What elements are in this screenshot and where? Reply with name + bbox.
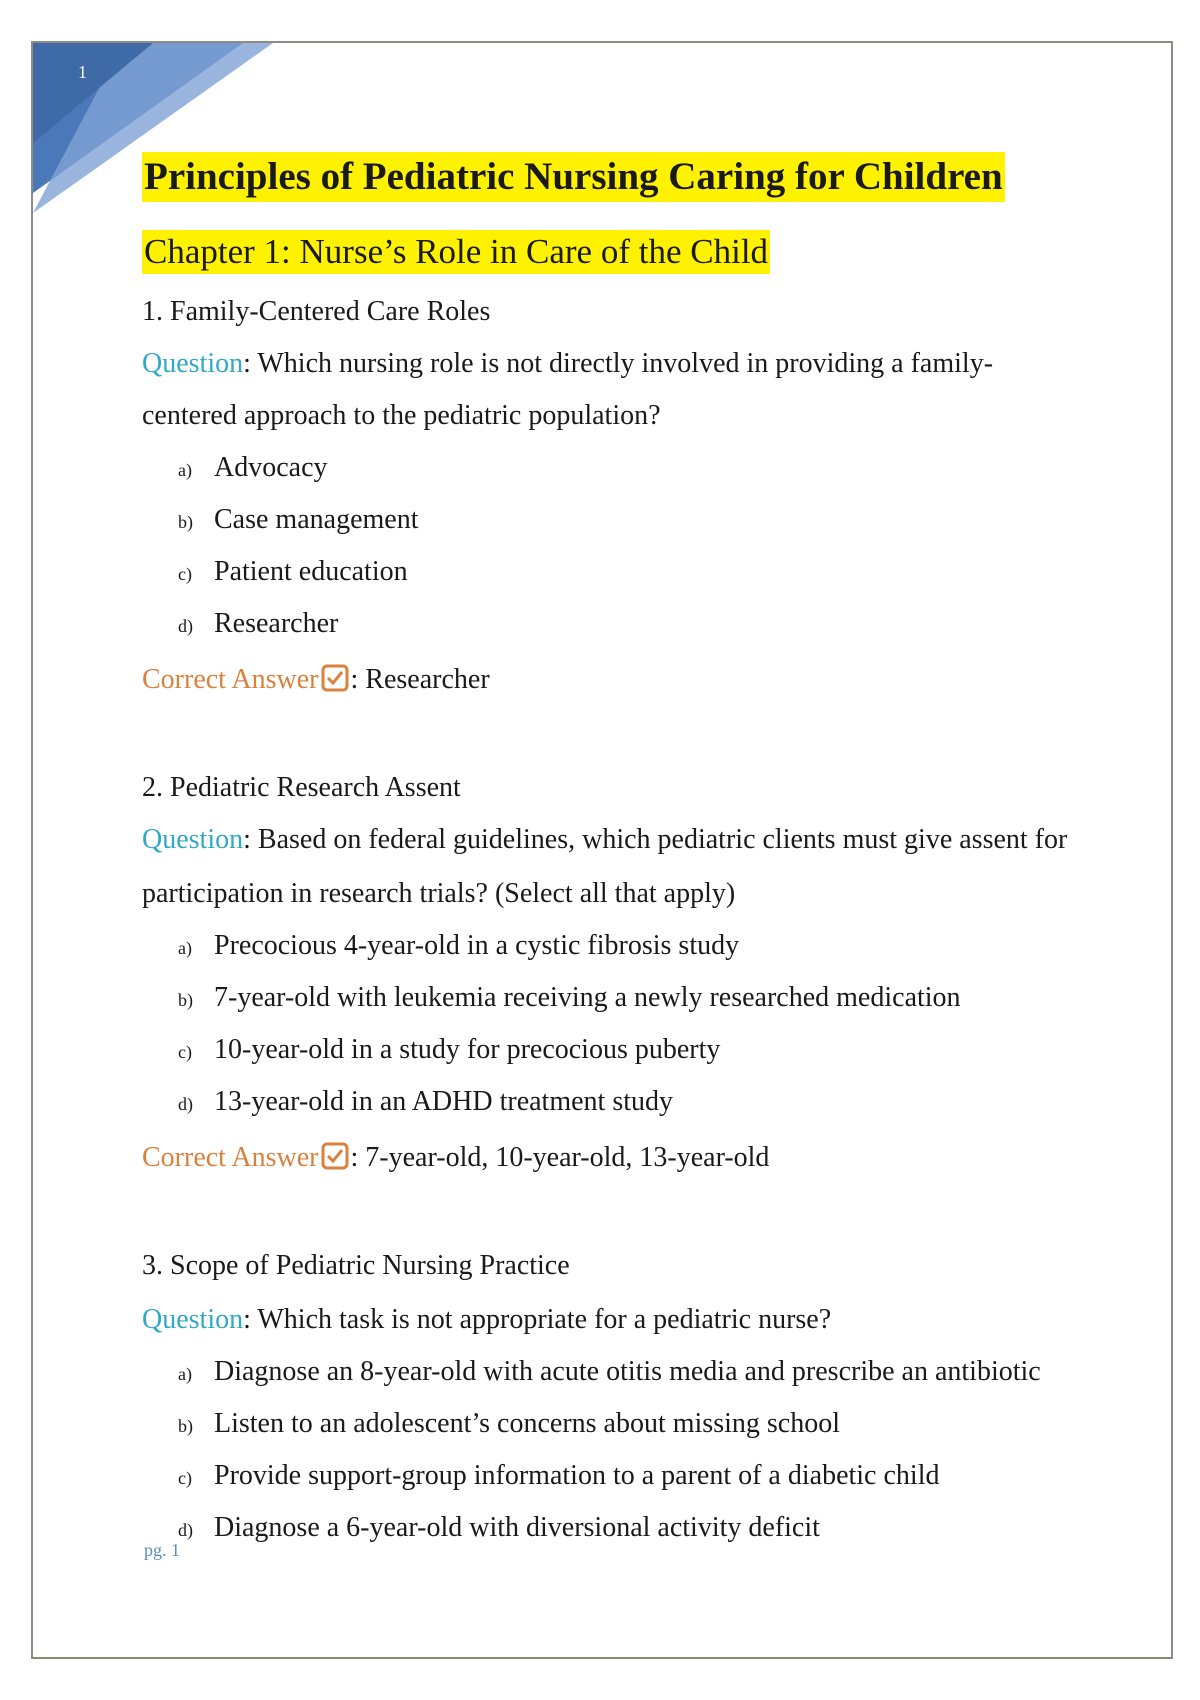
option [178, 1034, 720, 1066]
option-text: 10-year-old in a study for precocious puberty [214, 1034, 721, 1065]
option-text: Listen to an adolescent’s concerns about missing school [214, 1408, 840, 1439]
option [178, 982, 961, 1014]
document-title: Principles of Pediatric Nursing Caring for Children [142, 152, 1005, 202]
option-letter: c) [178, 564, 192, 584]
header-page-number: 1 [78, 62, 87, 82]
option-letter: b) [178, 1416, 193, 1436]
option-text: Advocacy [214, 452, 328, 483]
option-letter: a) [178, 938, 192, 958]
option [178, 930, 739, 962]
question-3-text [142, 1304, 831, 1336]
option [178, 608, 338, 640]
option-text: Patient education [214, 556, 408, 587]
question-1-line1: : Which nursing role is not directly involved in providing a family- [243, 348, 994, 379]
question-1-line2: centered approach to the pediatric population? [142, 400, 661, 431]
option [178, 1512, 820, 1544]
question-label: Question [142, 348, 244, 379]
question-2-heading: 2. Pediatric Research Assent [142, 772, 461, 803]
question-3-line1: : Which task is not appropriate for a pediatric nurse? [243, 1304, 832, 1335]
question-label: Question [142, 1304, 244, 1335]
question-2-answer [142, 1142, 769, 1174]
question-1-heading: 1. Family-Centered Care Roles [142, 296, 491, 327]
option-text: Researcher [214, 608, 339, 639]
option [178, 1408, 840, 1440]
option [178, 504, 418, 536]
option-letter: a) [178, 460, 192, 480]
option-letter: d) [178, 1520, 193, 1540]
answer-text: : Researcher [350, 664, 490, 695]
question-2-line2: participation in research trials? (Select all that apply) [142, 878, 736, 909]
question-label: Question [142, 824, 244, 855]
option [178, 452, 328, 484]
correct-answer-label: Correct Answer [142, 664, 319, 695]
option-text: Precocious 4-year-old in a cystic fibrosis study [214, 930, 740, 961]
correct-answer-label: Correct Answer [142, 1142, 319, 1173]
option-letter: c) [178, 1042, 192, 1062]
footer-page-number: pg. 1 [144, 1540, 180, 1560]
option-text: Case management [214, 504, 419, 535]
option [178, 1086, 673, 1118]
option-text: 7-year-old with leukemia receiving a newly researched medication [214, 982, 961, 1013]
option-text: Diagnose a 6-year-old with diversional activity deficit [214, 1512, 820, 1543]
option-letter: d) [178, 616, 193, 636]
option-letter: b) [178, 990, 193, 1010]
option-letter: a) [178, 1364, 192, 1384]
option-text: 13-year-old in an ADHD treatment study [214, 1086, 673, 1117]
question-1-text [142, 348, 993, 380]
option [178, 556, 408, 588]
option [178, 1460, 939, 1492]
question-2-text [142, 824, 1067, 856]
chapter-heading: Chapter 1: Nurse’s Role in Care of the Child [142, 230, 770, 274]
option-text: Provide support-group information to a parent of a diabetic child [214, 1460, 940, 1491]
option [178, 1356, 1041, 1388]
checkbox-check-icon [321, 1142, 349, 1170]
checkbox-check-icon [321, 664, 349, 692]
question-1-answer [142, 664, 490, 696]
option-text: Diagnose an 8-year-old with acute otitis media and prescribe an antibiotic [214, 1356, 1041, 1387]
option-letter: d) [178, 1094, 193, 1114]
question-2-line1: : Based on federal guidelines, which pediatric clients must give assent for [243, 824, 1068, 855]
option-letter: b) [178, 512, 193, 532]
answer-text: : 7-year-old, 10-year-old, 13-year-old [350, 1142, 770, 1173]
question-3-heading: 3. Scope of Pediatric Nursing Practice [142, 1250, 570, 1281]
option-letter: c) [178, 1468, 192, 1488]
